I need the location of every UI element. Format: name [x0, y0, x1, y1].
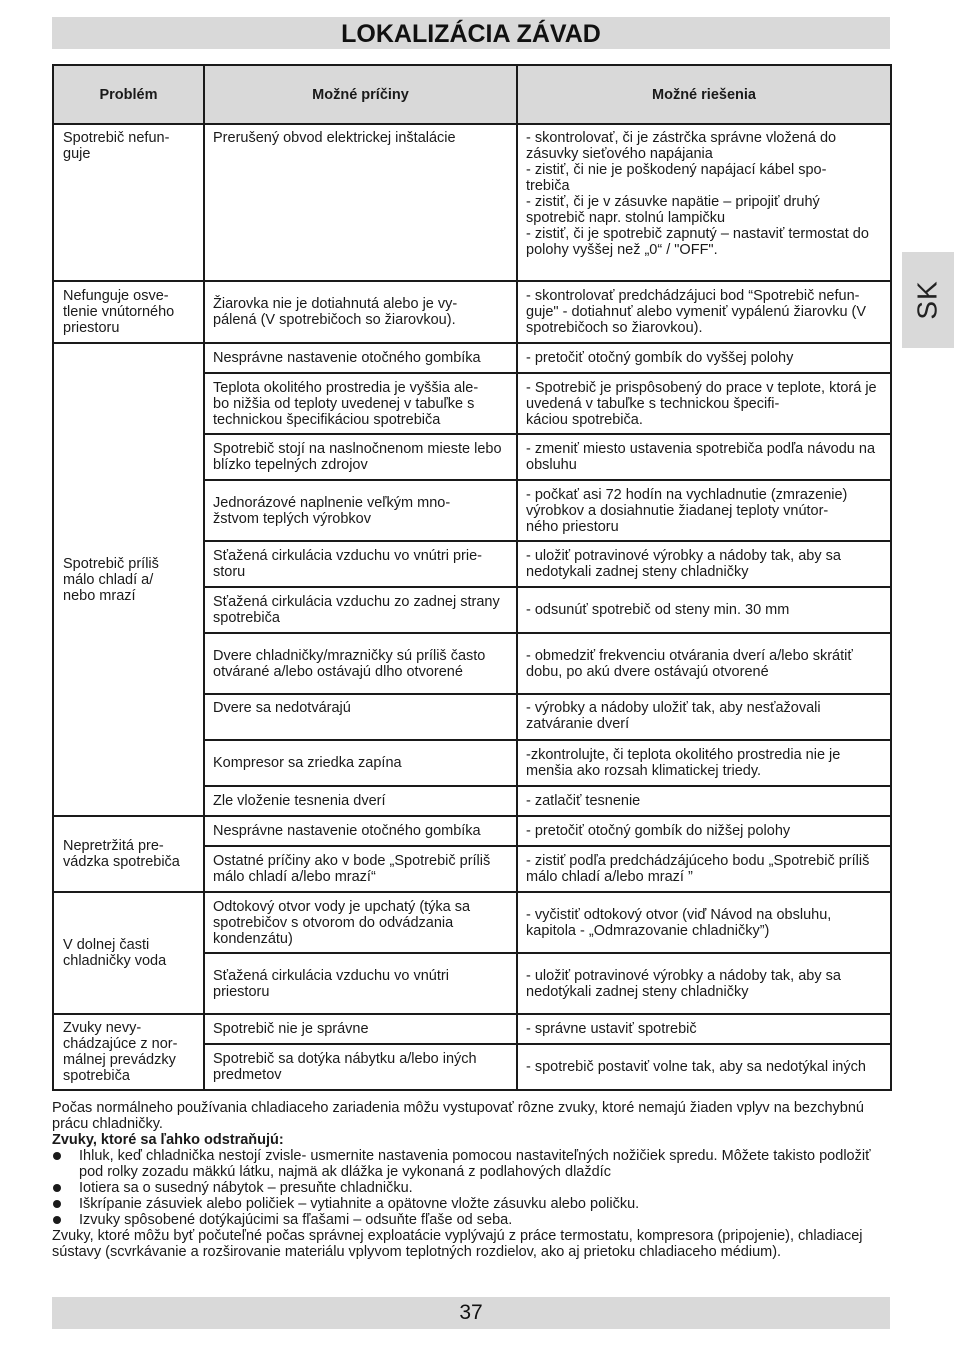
page-number: 37 [459, 1301, 483, 1324]
cause-cell: Spotrebič nie je správne [204, 1014, 517, 1044]
problem-cell: Nefunguje osve- tlenie vnútorného priestoru [53, 281, 204, 343]
bullet-icon [53, 1200, 61, 1208]
cause-cell: Prerušený obvod elektrickej inštalácie [204, 124, 517, 281]
solution-cell: - spotrebič postaviť volne tak, aby sa nedotýkal iných [517, 1044, 891, 1090]
cause-cell: Teplota okolitého prostredia je vyššia ale- bo nižšia od teploty uvedenej v tabuľke s technickou špecifikáciou spotrebiča [204, 373, 517, 434]
solution-cell: - uložiť potravinové výrobky a nádoby tak, aby sa nedotykali zadnej steny chladničky [517, 541, 891, 587]
problem-cell: Spotrebič nefun- guje [53, 124, 204, 281]
table-header-row [53, 65, 891, 124]
table-row [53, 281, 891, 343]
notes-section [52, 1100, 892, 1260]
notes-closing: Zvuky, ktoré môžu byť počuteľné počas správnej exploatácie vyplývajú z práce termostatu, kompresora (pripojenie), chladiacej sústavy (scvrkávanie a rozširovanie materiálu vplyvom teplotných rozdielov, ako aj prietoku chladiaceho médium). [52, 1228, 863, 1260]
bullet-icon [53, 1184, 61, 1192]
cause-cell: Spotrebič stojí na naslnočnenom mieste lebo blízko tepelných zdrojov [204, 434, 517, 480]
cause-cell: Zle vloženie tesnenia dverí [204, 786, 517, 816]
solution-cell: - výrobky a nádoby uložiť tak, aby nesťažovali zatváranie dverí [517, 694, 891, 740]
cause-cell: Dvere chladničky/mrazničky sú príliš často otvárané a/lebo ostávajú dlho otvorené [204, 633, 517, 694]
cause-cell: Dvere sa nedotvárajú [204, 694, 517, 740]
table-row [53, 124, 891, 281]
notes-heading: Zvuky, ktoré sa ľahko odstraňujú: [52, 1132, 284, 1148]
cause-cell: Ostatné príčiny ako v bode „Spotrebič príliš málo chladí a/lebo mrazí“ [204, 846, 517, 892]
solution-cell: - zistiť podľa predchádzájúceho bodu „Spotrebič príliš málo chladí a/lebo mrazí ” [517, 846, 891, 892]
list-item [52, 1148, 892, 1180]
table-row [53, 892, 891, 953]
solution-cell: -zkontrolujte, či teplota okolitého prostredia nie je menšia ako rozsah klimatickej triedy. [517, 740, 891, 786]
solution-cell: - zatlačiť tesnenie [517, 786, 891, 816]
list-item-text: Izvuky spôsobené dotýkajúcimi sa fľašami – odsuňte fľaše od seba. [79, 1212, 513, 1228]
footer-bar [52, 1297, 890, 1329]
language-tab-label: SK [911, 280, 943, 320]
cause-cell: Nesprávne nastavenie otočného gombíka [204, 816, 517, 846]
bullet-icon [53, 1152, 61, 1160]
solution-cell: - vyčistiť odtokový otvor (viď Návod na obsluhu, kapitola - „Odmrazovanie chladničky”) [517, 892, 891, 953]
table-row [53, 343, 891, 373]
solution-cell: - uložiť potravinové výrobky a nádoby tak, aby sa nedotýkali zadnej steny chladničky [517, 953, 891, 1014]
cause-cell: Kompresor sa zriedka zapína [204, 740, 517, 786]
list-item-text: Iškrípanie zásuviek alebo poličiek – vytiahnite a opätovne vložte zásuvku alebo poličku. [79, 1196, 640, 1212]
solution-cell: - pretočiť otočný gombík do vyššej polohy [517, 343, 891, 373]
table-row [53, 1014, 891, 1044]
table-row [53, 816, 891, 846]
cause-cell: Nesprávne nastavenie otočného gombíka [204, 343, 517, 373]
solution-cell: - počkať asi 72 hodín na vychladnutie (zmrazenie) výrobkov a dosiahnutie žiadanej teploty vnútor- ného priestoru [517, 480, 891, 541]
bullet-icon [53, 1216, 61, 1224]
list-item [52, 1196, 892, 1212]
page-title: LOKALIZÁCIA ZÁVAD [341, 20, 601, 48]
solution-cell: - Spotrebič je prispôsobený do prace v teplote, ktorá je uvedená v tabuľke s technickou špecifi- káciou spotrebiča. [517, 373, 891, 434]
solution-cell: - skontrolovať predchádzájuci bod “Spotrebič nefun- guje" - dotiahnuť alebo vymeniť vypálenú žiarovku (V spotrebičoch so žiarovkou). [517, 281, 891, 343]
troubleshooting-table [52, 64, 892, 1091]
list-item [52, 1180, 892, 1196]
solution-cell: - obmedziť frekvenciu otvárania dverí a/lebo skrátiť dobu, po akú dvere ostávajú otvorené [517, 633, 891, 694]
notes-list [52, 1148, 892, 1228]
solution-cell: - správne ustaviť spotrebič [517, 1014, 891, 1044]
header-solutions: Možné riešenia [517, 65, 891, 124]
solution-cell: - zmeniť miesto ustavenia spotrebiča podľa návodu na obsluhu [517, 434, 891, 480]
problem-cell: V dolnej časti chladničky voda [53, 892, 204, 1014]
cause-cell: Spotrebič sa dotýka nábytku a/lebo iných predmetov [204, 1044, 517, 1090]
list-item [52, 1212, 892, 1228]
solution-cell: - odsunúť spotrebič od steny min. 30 mm [517, 587, 891, 633]
cause-cell: Jednorázové naplnenie veľkým mno- žstvom teplých výrobkov [204, 480, 517, 541]
cause-cell: Sťažená cirkulácia vzduchu vo vnútri priestoru [204, 953, 517, 1014]
cause-cell: Sťažená cirkulácia vzduchu zo zadnej strany spotrebiča [204, 587, 517, 633]
header-problem: Problém [53, 65, 204, 124]
cause-cell: Odtokový otvor vody je upchatý (týka sa spotrebičov s otvorom do odvádzania kondenzátu) [204, 892, 517, 953]
problem-cell: Zvuky nevy- chádzajúce z nor- málnej prevádzky spotrebiča [53, 1014, 204, 1090]
list-item-text: Iotiera sa o susedný nábytok – presuňte chladničku. [79, 1180, 413, 1196]
language-tab [902, 252, 954, 348]
problem-cell: Spotrebič príliš málo chladí a/ nebo mrazí [53, 343, 204, 816]
problem-cell: Nepretržitá pre- vádzka spotrebiča [53, 816, 204, 892]
cause-cell: Sťažená cirkulácia vzduchu vo vnútri prie- storu [204, 541, 517, 587]
cause-cell: Žiarovka nie je dotiahnutá alebo je vy- pálená (V spotrebičoch so žiarovkou). [204, 281, 517, 343]
header-causes: Možné príčiny [204, 65, 517, 124]
title-bar [52, 17, 890, 49]
notes-intro: Počas normálneho používania chladiaceho zariadenia môžu vystupovať rôzne zvuky, ktoré nemajú žiaden vplyv na bezchybnú prácu chladničky. [52, 1100, 864, 1132]
solution-cell: - skontrolovať, či je zástrčka správne vložená do zásuvky sieťového napájania - zistiť, či nie je poškodený napájací kábel spo- trebiča - zistiť, či je v zásuvke napätie – pripojiť druhý spotrebič napr. stolnú lampičku - zistiť, či je spotrebič zapnutý – nastaviť termostat do polohy vyššej než „0“ / "OFF". [517, 124, 891, 281]
list-item-text: Ihluk, keď chladnička nestojí zvisle- usmernite nastavenia pomocou nastaviteľných nožičiek spredu. Môžete takisto podložiť pod rolky zozadu mäkkú látku, najmä ak dlážka je vykonaná z podlahových dlaždíc [79, 1148, 871, 1180]
solution-cell: - pretočiť otočný gombík do nižšej polohy [517, 816, 891, 846]
